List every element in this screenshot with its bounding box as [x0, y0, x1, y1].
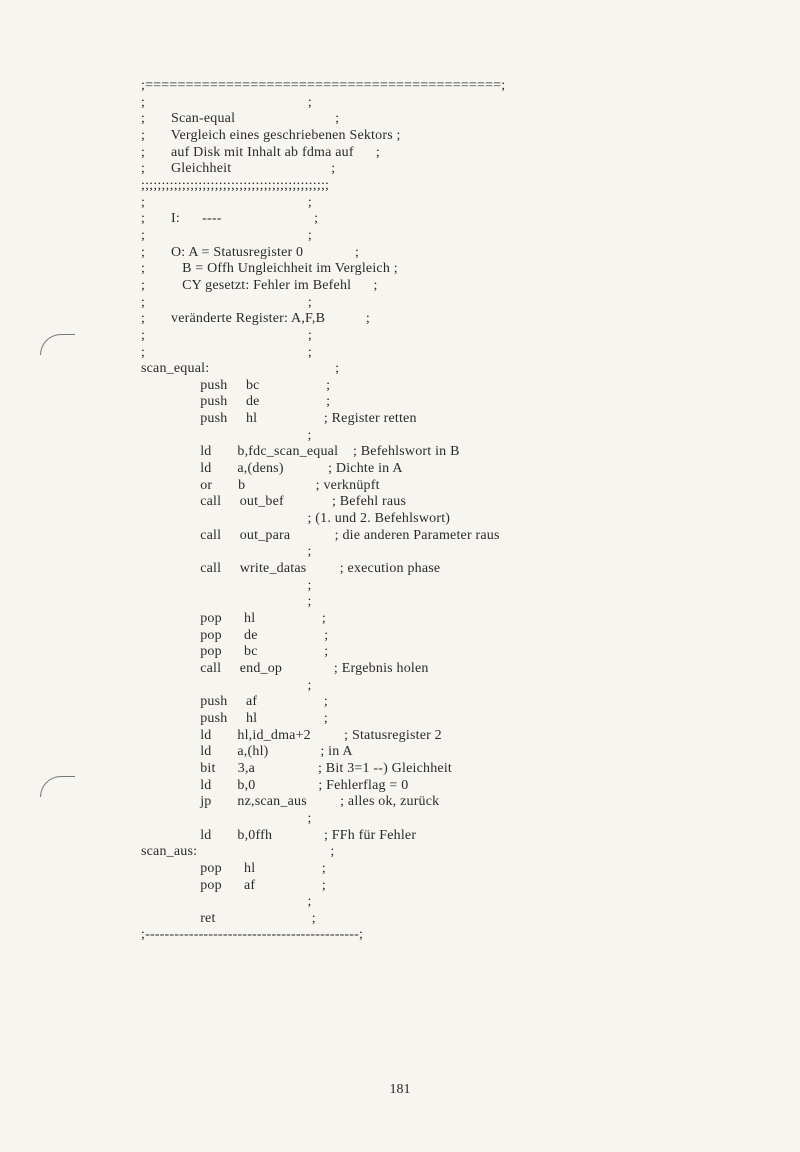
listing-line: pop af ;: [141, 877, 326, 893]
assembly-listing: [141, 78, 505, 944]
listing-line: ;: [141, 810, 312, 826]
listing-line: ; ;: [141, 327, 312, 343]
listing-line: ; (1. und 2. Befehlswort): [141, 511, 451, 527]
listing-line: ; veränderte Register: A,F,B ;: [141, 311, 370, 327]
listing-line: ; O: A = Statusregister 0 ;: [141, 244, 360, 260]
listing-line: ;: [141, 577, 312, 593]
listing-line: ld b,0 ; Fehlerflag = 0: [141, 777, 409, 793]
listing-line: ; CY gesetzt: Fehler im Befehl ;: [141, 277, 378, 293]
listing-line: ;: [141, 894, 312, 910]
listing-line: ld b,fdc_scan_equal ; Befehlswort in B: [141, 444, 460, 460]
listing-line: ld b,0ffh ; FFh für Fehler: [141, 827, 417, 843]
listing-line: or b ; verknüpft: [141, 477, 380, 493]
listing-line: ret ;: [141, 910, 316, 926]
listing-line: push bc ;: [141, 377, 331, 393]
listing-line: ld a,(hl) ; in A: [141, 744, 353, 760]
listing-line: ; ;: [141, 194, 312, 210]
listing-line: push de ;: [141, 394, 331, 410]
listing-line: call out_bef ; Befehl raus: [141, 494, 407, 510]
listing-line: push hl ; Register retten: [141, 411, 417, 427]
listing-line: bit 3,a ; Bit 3=1 --) Gleichheit: [141, 760, 452, 776]
listing-line: pop hl ;: [141, 860, 326, 876]
hole-punch-mark-top: [40, 334, 75, 355]
listing-line: jp nz,scan_aus ; alles ok, zurück: [141, 794, 440, 810]
listing-line: pop hl ;: [141, 611, 326, 626]
listing-line: ;: [141, 594, 312, 610]
listing-line: push hl ;: [141, 710, 328, 726]
listing-line: ld a,(dens) ; Dichte in A: [141, 461, 403, 477]
listing-line: ;============================================;: [141, 78, 506, 93]
listing-line: ; Scan-equal ;: [141, 111, 340, 127]
listing-line: ; ;: [141, 344, 312, 360]
listing-line: ; I: ---- ;: [141, 211, 319, 227]
listing-line: ;: [141, 677, 312, 693]
listing-line: ;;;;;;;;;;;;;;;;;;;;;;;;;;;;;;;;;;;;;;;;;;;;;;: [141, 177, 330, 193]
page-number: 181: [389, 1082, 411, 1097]
listing-line: pop de ;: [141, 627, 329, 643]
listing-line: ; auf Disk mit Inhalt ab fdma auf ;: [141, 144, 380, 160]
listing-line: ;: [141, 427, 312, 443]
listing-line: ;--------------------------------------------;: [141, 927, 364, 943]
hole-punch-mark-bottom: [40, 776, 75, 797]
listing-line: ; ;: [141, 94, 312, 110]
listing-line: ; Gleichheit ;: [141, 161, 336, 177]
listing-line: call write_datas ; execution phase: [141, 561, 441, 577]
listing-line: ; ;: [141, 227, 312, 243]
listing-line: ; ;: [141, 294, 312, 310]
listing-line: ; B = Offh Ungleichheit im Vergleich ;: [141, 261, 398, 277]
listing-line: scan_equal: ;: [141, 361, 340, 377]
listing-line: ;: [141, 544, 312, 560]
listing-line: call end_op ; Ergebnis holen: [141, 660, 429, 676]
listing-line: ; Vergleich eines geschriebenen Sektors ;: [141, 127, 401, 143]
listing-line: call out_para ; die anderen Parameter raus: [141, 527, 500, 543]
listing-line: ld hl,id_dma+2 ; Statusregister 2: [141, 727, 442, 743]
listing-line: pop bc ;: [141, 644, 329, 660]
listing-line: push af ;: [141, 694, 328, 710]
listing-line: scan_aus: ;: [141, 844, 335, 860]
